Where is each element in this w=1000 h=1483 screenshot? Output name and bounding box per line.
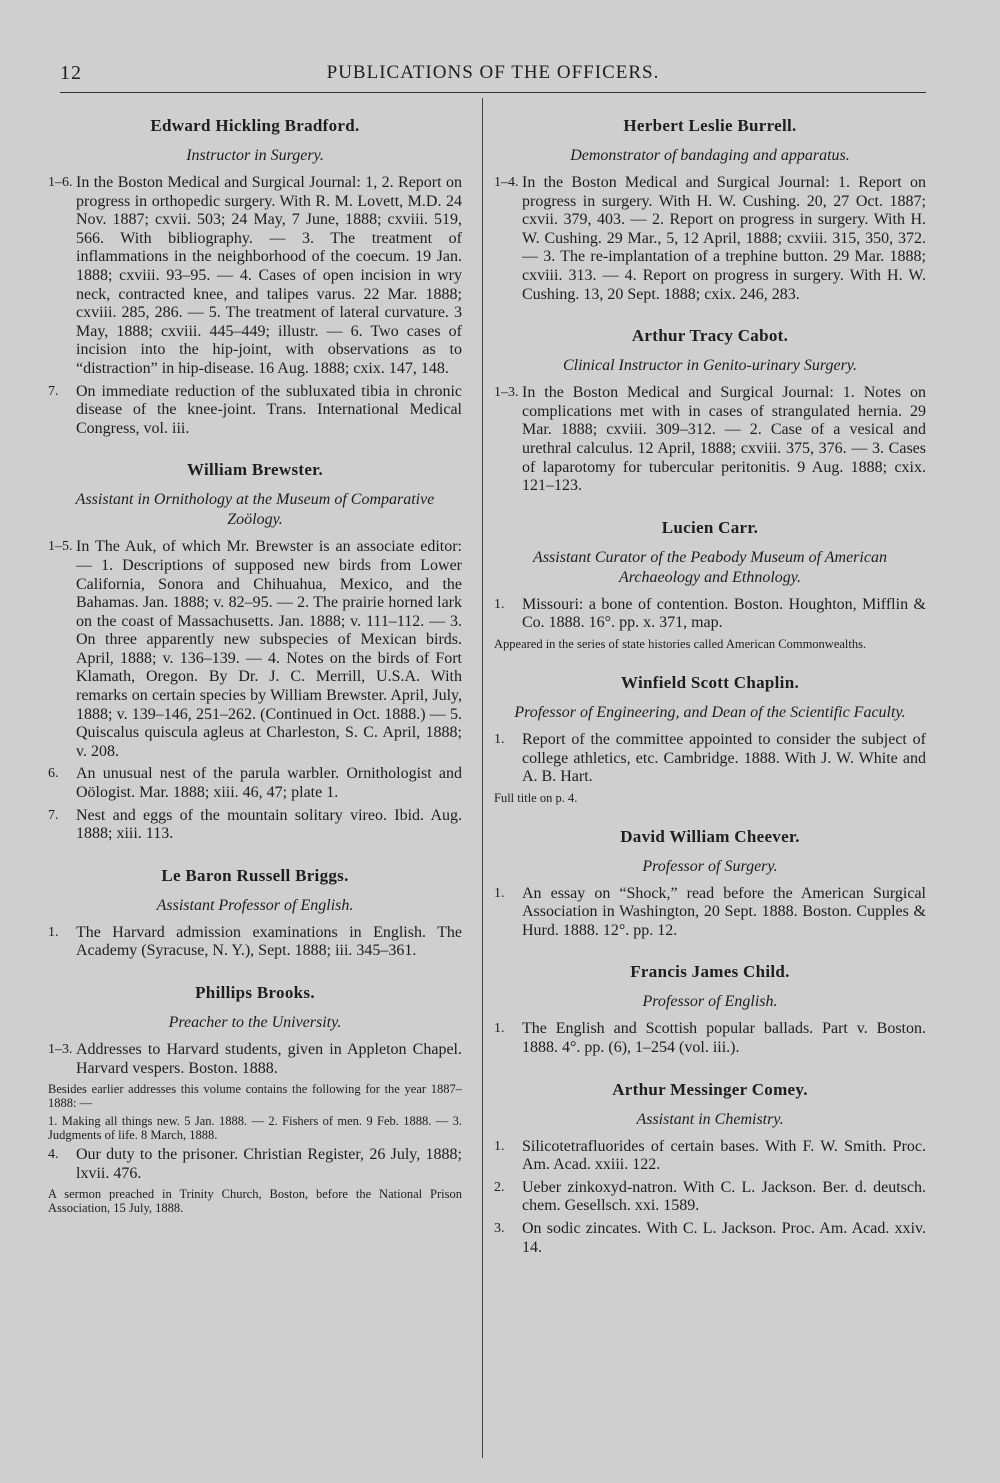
officer-name: Le Baron Russell Briggs.	[161, 865, 349, 885]
entry-number: 1–4.	[494, 175, 519, 190]
officer-block	[48, 866, 462, 961]
publication-entry	[48, 924, 462, 961]
officer-title: Preacher to the University.	[168, 1014, 342, 1031]
officer-title: Professor of Engineering, and Dean of the Scientific Faculty.	[514, 703, 906, 721]
publication-entry	[494, 731, 926, 787]
page-number: 12	[60, 62, 82, 84]
officer-name: William Brewster.	[186, 460, 324, 480]
publication-entry	[48, 174, 462, 379]
officer-title: Professor of English.	[642, 993, 778, 1011]
officer-title: Assistant in Ornithology at the Museum of Comparative Zoölogy.	[75, 491, 435, 529]
column-divider	[482, 98, 483, 1458]
officer-block	[48, 983, 462, 1215]
entry-number: 2.	[494, 1179, 505, 1195]
entry-text: Ueber zinkoxyd-natron. With C. L. Jackson. Ber. d. deutsch. chem. Gesellsch. xxi. 1589.	[522, 1178, 926, 1215]
officer-name: Francis James Child.	[630, 962, 790, 982]
officer-block	[494, 326, 926, 496]
entry-number: 4.	[48, 1147, 59, 1163]
officer-name: Edward Hickling Bradford.	[150, 116, 360, 135]
publication-entry	[48, 1041, 462, 1078]
officer-title: Assistant Professor of English.	[156, 896, 354, 914]
entry-text: In The Auk, of which Mr. Brewster is an associate editor: — 1. Descriptions of supposed new birds from Lower California, Sonora and Chihuahua, Mexico, and the Bahamas. Jan. 1888; v. 82–95. — 2. The prairie horned lark on the coast of Massachusetts. Jan. 1888; v. 111–112. — 3. On three apparently new subspecies of Mexican birds. April, 1888; v. 136–139. — 4. Notes on the birds of Fort Klamath, Oregon. By Dr. J. C. Merrill, U.S.A. With remarks on certain species by William Brewster. April, July, 1888; v. 139–146, 251–262. (Continued in Oct. 1888.) — 5. Quiscalus quiscula agleus at Charleston, S. C. April, 1888; v. 208.	[76, 538, 462, 760]
officer-name: Lucien Carr.	[661, 517, 759, 537]
officer-block	[494, 1080, 926, 1258]
entry-number: 1.	[494, 596, 505, 612]
publication-entry	[494, 596, 926, 633]
entry-number: 1.	[48, 924, 59, 940]
officer-name: Winfield Scott Chaplin.	[620, 672, 800, 692]
running-title: PUBLICATIONS OF THE OFFICERS.	[326, 62, 660, 83]
entry-text: Silicotetrafluorides of certain bases. With F. W. Smith. Proc. Am. Acad. xxiii. 122.	[522, 1137, 926, 1174]
officer-block	[494, 827, 926, 941]
entry-number: 7.	[48, 383, 59, 399]
officer-name: Arthur Messinger Comey.	[612, 1079, 808, 1099]
officer-block	[48, 460, 462, 844]
entry-number: 1–3.	[494, 385, 519, 401]
officer-name: Phillips Brooks.	[195, 983, 315, 1002]
officer-title: Professor of Surgery.	[642, 857, 778, 875]
officer-block	[494, 116, 926, 304]
officer-title: Assistant in Chemistry.	[636, 1110, 784, 1128]
publication-entry	[48, 1146, 462, 1183]
publication-entry	[494, 384, 926, 496]
officer-block	[48, 116, 462, 438]
entry-note: 1. Making all things new. 5 Jan. 1888. — 2. Fishers of men. 9 Feb. 1888. — 3. Judgments of life. 8 March, 1888.	[48, 1114, 462, 1143]
entry-note: Besides earlier addresses this volume contains the following for the year 1887–1888: —	[48, 1082, 462, 1111]
entry-text: Missouri: a bone of contention. Boston. Houghton, Mifflin & Co. 1888. 16°. pp. x. 371, map.	[522, 595, 926, 632]
officer-name: Arthur Tracy Cabot.	[631, 326, 789, 346]
left-column	[48, 116, 462, 1237]
right-column	[494, 116, 926, 1279]
entry-note: Appeared in the series of state histories called American Commonwealths.	[494, 636, 867, 651]
entry-text: In the Boston Medical and Surgical Journal: 1. Report on progress in surgery. With H. W. Cushing. 20, 27 Oct. 1887; cxvii. 379, 403. — 2. Report on progress in surgery. With H. W. Cushing. 29 Mar., 5, 12 April, 1888; cxviii. 315, 350, 372. — 3. The re-implantation of a trephine button. 29 Mar. 1888; cxviii. 313. — 4. Report on progress in surgery. With H. W. Cushing. 13, 20 Sept. 1888; cxix. 246, 283.	[522, 174, 926, 303]
entry-text: Report of the committee appointed to consider the subject of college athletics, etc. Cambridge. 1888. With J. W. White and A. B. Hart.	[522, 730, 926, 786]
entry-note: Full title on p. 4.	[494, 790, 578, 805]
publication-entry	[494, 1179, 926, 1216]
officer-block	[494, 673, 926, 805]
publication-entry	[48, 383, 462, 439]
officer-title: Demonstrator of bandaging and apparatus.	[570, 147, 850, 164]
entry-text: An unusual nest of the parula warbler. Ornithologist and Oölogist. Mar. 1888; xiii. 46, 47; plate 1.	[76, 765, 462, 802]
entry-text: Nest and eggs of the mountain solitary vireo. Ibid. Aug. 1888; xiii. 113.	[76, 806, 462, 843]
entry-text: An essay on “Shock,” read before the American Surgical Association in Washington, 20 Sept. 1888. Boston. Cupples & Hurd. 1888. 12°. pp. 12.	[522, 884, 926, 939]
entry-number: 1–3.	[48, 1042, 73, 1057]
entry-text: The English and Scottish popular ballads. Part v. Boston. 1888. 4°. pp. (6), 1–254 (vol. iii.).	[522, 1020, 926, 1057]
page-header	[60, 58, 926, 93]
entry-text: On sodic zincates. With C. L. Jackson. Proc. Am. Acad. xxiv. 14.	[522, 1220, 926, 1256]
publication-entry	[48, 807, 462, 844]
publication-entry	[48, 538, 462, 761]
publication-entry	[494, 1020, 926, 1057]
entry-number: 1–6.	[48, 175, 73, 190]
publication-entry	[494, 885, 926, 941]
officer-name: David William Cheever.	[620, 826, 800, 846]
officer-title: Assistant Curator of the Peabody Museum of American Archaeology and Ethnology.	[533, 548, 887, 586]
entry-text: Our duty to the prisoner. Christian Register, 26 July, 1888; lxvii. 476.	[76, 1146, 462, 1182]
entry-text: The Harvard admission examinations in English. The Academy (Syracuse, N. Y.), Sept. 1888; iii. 345–361.	[76, 923, 462, 960]
entry-text: On immediate reduction of the subluxated tibia in chronic disease of the knee-joint. Trans. International Medical Congress, vol. iii.	[76, 382, 462, 437]
entry-number: 1–5.	[48, 539, 73, 555]
officer-title: Clinical Instructor in Genito-urinary Surgery.	[562, 357, 858, 375]
entry-text: In the Boston Medical and Surgical Journal: 1, 2. Report on progress in orthopedic surgery. With R. M. Lovett, M.D. 24 Nov. 1887; cxvii. 503; 24 May, 7 June, 1888; cxviii. 519, 566. With bibliography. — 3. The treatment of inflammations in the neighborhood of the coecum. 19 Jan. 1888; cxviii. 93–95. — 4. Cases of open incision in wry neck, contracted knee, and talipes varus. 22 Mar. 1888; cxviii. 285, 286. — 5. The treatment of lateral curvature. 3 May, 1888; cxviii. 445–449; illustr. — 6. Two cases of incision into the hip-joint, with observations as to “distraction” in hip-disease. 16 Aug. 1888; cxix. 147, 148.	[76, 174, 462, 377]
entry-number: 1.	[494, 731, 505, 747]
entry-text: Addresses to Harvard students, given in Appleton Chapel. Harvard vespers. Boston. 1888.	[76, 1041, 462, 1077]
officer-name: Herbert Leslie Burrell.	[623, 116, 797, 135]
publication-entry	[494, 174, 926, 304]
officer-block	[494, 962, 926, 1057]
entry-text: In the Boston Medical and Surgical Journal: 1. Notes on complications met with in cases of strangulated hernia. 29 Mar. 1888; cxviii. 309–312. — 2. Case of a vesical and urethral calculus. 12 April, 1888; cxviii. 375, 376. — 3. Cases of laparotomy for tubercular peritonitis. 9 Aug. 1888; cxix. 121–123.	[522, 384, 926, 495]
officer-block	[494, 518, 926, 651]
entry-number: 1.	[494, 885, 505, 901]
publication-entry	[494, 1220, 926, 1257]
entry-number: 3.	[494, 1221, 505, 1237]
entry-number: 7.	[48, 807, 59, 823]
officer-title: Instructor in Surgery.	[186, 147, 324, 164]
entry-number: 6.	[48, 766, 59, 782]
publication-entry	[494, 1138, 926, 1175]
entry-note: A sermon preached in Trinity Church, Boston, before the National Prison Association, 15 July, 1888.	[48, 1187, 462, 1216]
publication-entry	[48, 765, 462, 802]
entry-number: 1.	[494, 1021, 505, 1037]
entry-number: 1.	[494, 1138, 505, 1154]
